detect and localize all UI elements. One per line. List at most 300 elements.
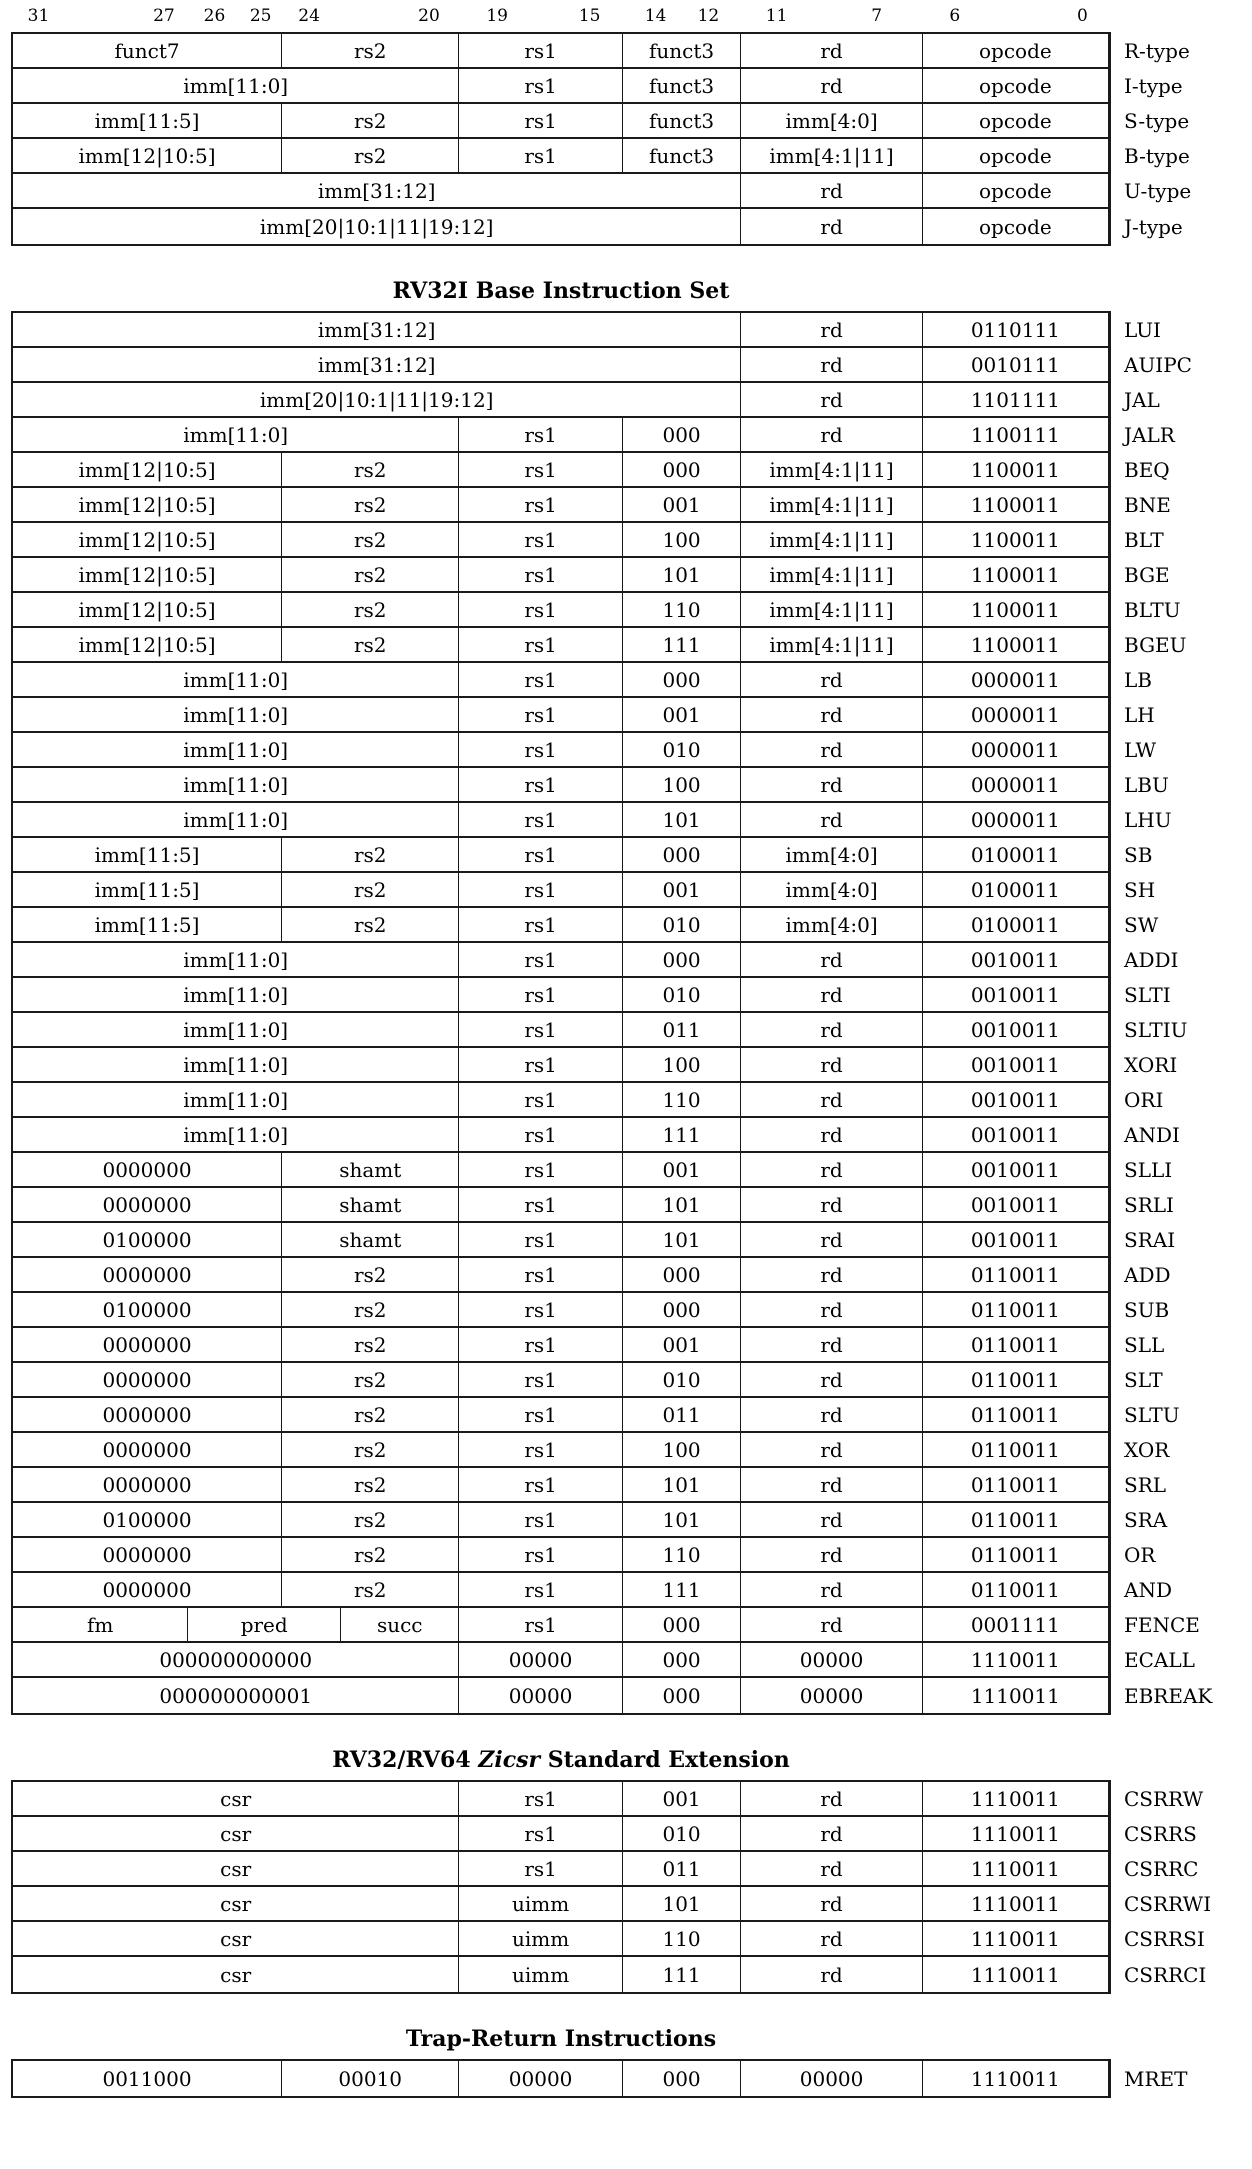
field-rd: rd — [741, 1328, 922, 1361]
field-f3: 000 — [623, 2061, 742, 2096]
field-op: 0010111 — [923, 348, 1109, 381]
field-i12: csr — [13, 1887, 459, 1920]
row-mret — [13, 2061, 1188, 2096]
field-f7: imm[12|10:5] — [13, 453, 282, 486]
field-r1: rs1 — [459, 418, 622, 451]
field-rd: rd — [741, 313, 922, 346]
field-f3: 110 — [623, 593, 742, 626]
field-rd: imm[4:0] — [741, 104, 922, 137]
field-rd: imm[4:1|11] — [741, 488, 922, 521]
field-f3: 000 — [623, 663, 742, 696]
row-jal — [13, 383, 1160, 418]
trap-return-table — [11, 2059, 1188, 2098]
field-i12: imm[11:0] — [13, 768, 459, 801]
field-i20: imm[20|10:1|11|19:12] — [13, 209, 741, 244]
field-f7: 0000000 — [13, 1258, 282, 1291]
field-r2: shamt — [282, 1188, 459, 1221]
field-op: 0010011 — [923, 1083, 1109, 1116]
field-op: opcode — [923, 69, 1109, 102]
bit-index-header — [11, 6, 1111, 30]
field-f7: funct7 — [13, 34, 282, 67]
field-f3: 011 — [623, 1013, 742, 1046]
field-rd: rd — [741, 1817, 922, 1850]
field-f3: 001 — [623, 488, 742, 521]
row-name-label: BGEU — [1124, 632, 1187, 657]
row-name-label: BLT — [1124, 527, 1164, 552]
field-f7: imm[11:5] — [13, 838, 282, 871]
field-r2: rs2 — [282, 908, 459, 941]
field-r1: uimm — [459, 1922, 622, 1955]
field-f7: 0100000 — [13, 1503, 282, 1536]
row-name-label: SLL — [1124, 1332, 1165, 1357]
zicsr-title-suffix: Standard Extension — [540, 1747, 790, 1773]
field-op: 1100011 — [923, 593, 1109, 626]
field-op: 0100011 — [923, 838, 1109, 871]
field-i12: imm[11:0] — [13, 418, 459, 451]
field-r2: shamt — [282, 1153, 459, 1186]
field-r1: rs1 — [459, 593, 622, 626]
row-name-label: CSRRWI — [1124, 1891, 1212, 1916]
field-r1: rs1 — [459, 838, 622, 871]
field-r1: rs1 — [459, 1573, 622, 1606]
field-rd: rd — [741, 348, 922, 381]
field-r1: rs1 — [459, 1118, 622, 1151]
field-i12: 000000000001 — [13, 1678, 459, 1713]
field-i12: csr — [13, 1922, 459, 1955]
row-name-label: LW — [1124, 737, 1157, 762]
row-i-type — [13, 69, 1183, 104]
field-op: 1100011 — [923, 558, 1109, 591]
row-name-label: LB — [1124, 667, 1152, 692]
field-f7: 0011000 — [13, 2061, 282, 2096]
row-addi — [13, 943, 1179, 978]
field-i12: csr — [13, 1957, 459, 1992]
bit-label-19: 19 — [486, 6, 509, 26]
zicsr-section-title — [11, 1747, 1111, 1774]
field-f7: imm[12|10:5] — [13, 139, 282, 172]
row-name-label: CSRRSI — [1124, 1926, 1205, 1951]
row-name-label: SLLI — [1124, 1157, 1173, 1182]
field-rd: imm[4:1|11] — [741, 558, 922, 591]
bit-label-24: 24 — [298, 6, 320, 26]
field-rd: rd — [741, 1153, 922, 1186]
field-r1: rs1 — [459, 1153, 622, 1186]
row-xori — [13, 1048, 1178, 1083]
row-name-label: SRA — [1124, 1507, 1168, 1532]
field-rd: rd — [741, 1293, 922, 1326]
field-r1: rs1 — [459, 558, 622, 591]
row-sra — [13, 1503, 1168, 1538]
field-op: 1110011 — [923, 1887, 1109, 1920]
row-name-label: S-type — [1124, 108, 1190, 133]
row-name-label: LH — [1124, 702, 1155, 727]
field-f3: 000 — [623, 943, 742, 976]
field-f7: imm[11:5] — [13, 873, 282, 906]
field-succ: succ — [341, 1608, 459, 1641]
field-op: 1101111 — [923, 383, 1109, 416]
row-bne — [13, 488, 1171, 523]
field-r2: rs2 — [282, 558, 459, 591]
rv32i-table — [11, 311, 1213, 1715]
field-r2: rs2 — [282, 1328, 459, 1361]
field-rd: rd — [741, 1433, 922, 1466]
row-name-label: CSRRC — [1124, 1856, 1199, 1881]
field-r1: rs1 — [459, 978, 622, 1011]
field-op: 0010011 — [923, 1048, 1109, 1081]
field-f7: imm[12|10:5] — [13, 558, 282, 591]
field-r1: rs1 — [459, 628, 622, 661]
field-r2: rs2 — [282, 838, 459, 871]
field-op: 0110011 — [923, 1258, 1109, 1291]
row-andi — [13, 1118, 1180, 1153]
field-rd: rd — [741, 663, 922, 696]
field-f7: 0000000 — [13, 1433, 282, 1466]
field-i12: 000000000000 — [13, 1643, 459, 1676]
field-r1: rs1 — [459, 1328, 622, 1361]
field-f3: 101 — [623, 1503, 742, 1536]
row-ebreak — [13, 1678, 1213, 1713]
row-lw — [13, 733, 1157, 768]
field-op: 0010011 — [923, 1188, 1109, 1221]
row-name-label: LBU — [1124, 772, 1169, 797]
row-csrrsi — [13, 1922, 1205, 1957]
field-r2: rs2 — [282, 1573, 459, 1606]
field-r1: rs1 — [459, 1083, 622, 1116]
field-i12: imm[11:0] — [13, 943, 459, 976]
field-r1: rs1 — [459, 1013, 622, 1046]
field-f3: 000 — [623, 1643, 742, 1676]
row-name-label: ANDI — [1124, 1122, 1180, 1147]
field-r2: rs2 — [282, 453, 459, 486]
field-r1: rs1 — [459, 1608, 622, 1641]
row-lh — [13, 698, 1155, 733]
field-f3: 101 — [623, 1887, 742, 1920]
row-fence — [13, 1608, 1200, 1643]
field-f3: 111 — [623, 628, 742, 661]
field-op: 1110011 — [923, 1852, 1109, 1885]
field-op: 1100011 — [923, 628, 1109, 661]
row-u-type — [13, 174, 1192, 209]
field-rd: rd — [741, 768, 922, 801]
field-op: 1110011 — [923, 1817, 1109, 1850]
field-r1: rs1 — [459, 34, 622, 67]
trap-return-section-title: Trap-Return Instructions — [405, 2026, 717, 2052]
row-name-label: R-type — [1124, 38, 1190, 63]
field-op: 0110011 — [923, 1573, 1109, 1606]
field-op: 0000011 — [923, 803, 1109, 836]
field-rd: rd — [741, 1258, 922, 1291]
bit-label-31: 31 — [27, 6, 50, 26]
field-op: 1110011 — [923, 1678, 1109, 1713]
row-sltiu — [13, 1013, 1188, 1048]
field-rd: 00000 — [741, 1643, 922, 1676]
field-op: 0100011 — [923, 908, 1109, 941]
field-op: opcode — [923, 139, 1109, 172]
field-op: 0010011 — [923, 1013, 1109, 1046]
field-op: 1110011 — [923, 1957, 1109, 1992]
field-op: 0110011 — [923, 1398, 1109, 1431]
field-rd: imm[4:0] — [741, 908, 922, 941]
field-f7: 0000000 — [13, 1468, 282, 1501]
row-ecall — [13, 1643, 1195, 1678]
field-rd: rd — [741, 1887, 922, 1920]
bit-label-7: 7 — [871, 6, 883, 26]
row-name-label: J-type — [1124, 214, 1183, 239]
field-f3: 111 — [623, 1957, 742, 1992]
field-f7: imm[12|10:5] — [13, 488, 282, 521]
row-add — [13, 1258, 1171, 1293]
field-f3: 000 — [623, 838, 742, 871]
row-j-type — [13, 209, 1183, 244]
field-rd: rd — [741, 803, 922, 836]
row-b-type — [13, 139, 1190, 174]
field-f3: 000 — [623, 1258, 742, 1291]
row-name-label: FENCE — [1124, 1612, 1200, 1637]
field-op: 1100011 — [923, 488, 1109, 521]
field-i12: imm[11:0] — [13, 1013, 459, 1046]
field-rd: imm[4:0] — [741, 838, 922, 871]
field-r1: uimm — [459, 1957, 622, 1992]
row-csrrwi — [13, 1887, 1212, 1922]
field-rd: rd — [741, 1013, 922, 1046]
field-r1: rs1 — [459, 139, 622, 172]
field-r1: rs1 — [459, 873, 622, 906]
field-f7: imm[12|10:5] — [13, 628, 282, 661]
field-i12: csr — [13, 1782, 459, 1815]
row-srli — [13, 1188, 1174, 1223]
bit-label-0: 0 — [1076, 6, 1088, 26]
field-f3: 010 — [623, 1363, 742, 1396]
field-r1: rs1 — [459, 1398, 622, 1431]
row-name-label: SB — [1124, 842, 1153, 867]
field-f7: 0000000 — [13, 1538, 282, 1571]
row-ori — [13, 1083, 1164, 1118]
row-name-label: XOR — [1124, 1437, 1170, 1462]
field-op: 1110011 — [923, 1643, 1109, 1676]
field-r2: rs2 — [282, 628, 459, 661]
field-op: 0010011 — [923, 1118, 1109, 1151]
field-r2: rs2 — [282, 593, 459, 626]
row-name-label: OR — [1124, 1542, 1156, 1567]
row-name-label: SRAI — [1124, 1227, 1176, 1252]
field-r1: rs1 — [459, 1817, 622, 1850]
field-r2: rs2 — [282, 1538, 459, 1571]
field-f7: imm[12|10:5] — [13, 523, 282, 556]
field-op: 0010011 — [923, 1153, 1109, 1186]
field-i20: imm[31:12] — [13, 348, 741, 381]
field-f3: funct3 — [623, 104, 742, 137]
field-f3: 001 — [623, 1328, 742, 1361]
row-srai — [13, 1223, 1176, 1258]
row-name-label: SRLI — [1124, 1192, 1174, 1217]
field-r2: 00010 — [282, 2061, 459, 2096]
field-i12: csr — [13, 1852, 459, 1885]
field-f7: 0000000 — [13, 1573, 282, 1606]
row-csrrc — [13, 1852, 1199, 1887]
field-op: 0000011 — [923, 698, 1109, 731]
field-rd: imm[4:1|11] — [741, 523, 922, 556]
field-f3: 010 — [623, 908, 742, 941]
field-f3: 000 — [623, 1608, 742, 1641]
field-f3: 110 — [623, 1083, 742, 1116]
field-op: 0010011 — [923, 943, 1109, 976]
field-i20: imm[31:12] — [13, 313, 741, 346]
field-f3: 100 — [623, 768, 742, 801]
field-i20: imm[20|10:1|11|19:12] — [13, 383, 741, 416]
field-r1: uimm — [459, 1887, 622, 1920]
field-f3: 100 — [623, 523, 742, 556]
row-name-label: ADD — [1124, 1262, 1171, 1287]
field-rd: imm[4:1|11] — [741, 139, 922, 172]
field-r1: rs1 — [459, 1782, 622, 1815]
field-f3: 011 — [623, 1398, 742, 1431]
field-op: 0110011 — [923, 1363, 1109, 1396]
field-r1: rs1 — [459, 943, 622, 976]
field-r2: rs2 — [282, 1363, 459, 1396]
field-rd: rd — [741, 1223, 922, 1256]
field-rd: imm[4:1|11] — [741, 628, 922, 661]
row-name-label: ADDI — [1124, 947, 1179, 972]
field-op: 0010011 — [923, 1223, 1109, 1256]
field-rd: rd — [741, 1538, 922, 1571]
field-op: 0000011 — [923, 733, 1109, 766]
field-i12: imm[11:0] — [13, 733, 459, 766]
bit-label-25: 25 — [249, 6, 272, 26]
field-r1: rs1 — [459, 69, 622, 102]
bit-label-14: 14 — [644, 6, 667, 26]
bit-label-15: 15 — [578, 6, 601, 26]
row-bltu — [13, 593, 1181, 628]
field-f3: 101 — [623, 558, 742, 591]
field-r2: rs2 — [282, 1258, 459, 1291]
field-f7: 0000000 — [13, 1153, 282, 1186]
row-csrrci — [13, 1957, 1207, 1992]
row-and — [13, 1573, 1172, 1608]
row-sb — [13, 838, 1153, 873]
field-i12: imm[11:0] — [13, 69, 459, 102]
row-name-label: I-type — [1124, 73, 1183, 98]
field-r2: rs2 — [282, 1293, 459, 1326]
row-name-label: SLTU — [1124, 1402, 1180, 1427]
field-rd: rd — [741, 1363, 922, 1396]
zicsr-table — [11, 1780, 1212, 1994]
field-rd: imm[4:1|11] — [741, 453, 922, 486]
row-name-label: BLTU — [1124, 597, 1181, 622]
field-f7: imm[12|10:5] — [13, 593, 282, 626]
field-f3: 011 — [623, 1852, 742, 1885]
field-i20: imm[31:12] — [13, 174, 741, 207]
row-name-label: B-type — [1124, 143, 1190, 168]
row-name-label: MRET — [1124, 2066, 1188, 2091]
field-rd: rd — [741, 1503, 922, 1536]
row-name-label: ORI — [1124, 1087, 1164, 1112]
bit-label-27: 27 — [153, 6, 175, 26]
row-sll — [13, 1328, 1165, 1363]
field-r1: rs1 — [459, 698, 622, 731]
field-r1: rs1 — [459, 488, 622, 521]
field-r1: 00000 — [459, 1678, 622, 1713]
row-name-label: SW — [1124, 912, 1159, 937]
field-rd: rd — [741, 978, 922, 1011]
field-r1: rs1 — [459, 1433, 622, 1466]
field-f3: 000 — [623, 1678, 742, 1713]
field-rd: rd — [741, 1852, 922, 1885]
row-name-label: SLT — [1124, 1367, 1163, 1392]
field-f3: 110 — [623, 1538, 742, 1571]
row-name-label: EBREAK — [1124, 1683, 1213, 1708]
field-f3: 101 — [623, 1223, 742, 1256]
field-r2: shamt — [282, 1223, 459, 1256]
field-f3: 111 — [623, 1118, 742, 1151]
field-rd: rd — [741, 1048, 922, 1081]
field-op: 0110011 — [923, 1433, 1109, 1466]
field-f3: 010 — [623, 1817, 742, 1850]
row-blt — [13, 523, 1164, 558]
field-r1: rs1 — [459, 908, 622, 941]
field-r1: rs1 — [459, 663, 622, 696]
row-name-label: CSRRS — [1124, 1821, 1197, 1846]
row-auipc — [13, 348, 1192, 383]
field-f3: 111 — [623, 1573, 742, 1606]
row-name-label: SRL — [1124, 1472, 1167, 1497]
field-rd: rd — [741, 698, 922, 731]
field-op: 0110011 — [923, 1468, 1109, 1501]
row-lb — [13, 663, 1152, 698]
field-r1: rs1 — [459, 1188, 622, 1221]
row-name-label: CSRRW — [1124, 1786, 1204, 1811]
field-f3: 001 — [623, 1153, 742, 1186]
zicsr-title-italic: Zicsr — [478, 1747, 541, 1773]
field-i12: imm[11:0] — [13, 698, 459, 731]
format-table — [11, 32, 1192, 246]
row-name-label: SH — [1124, 877, 1156, 902]
row-r-type — [13, 34, 1190, 69]
field-r1: rs1 — [459, 803, 622, 836]
row-csrrs — [13, 1817, 1197, 1852]
field-r1: rs1 — [459, 1258, 622, 1291]
field-rd: rd — [741, 209, 922, 244]
field-r1: 00000 — [459, 2061, 622, 2096]
row-name-label: SLTI — [1124, 982, 1171, 1007]
field-r1: rs1 — [459, 1293, 622, 1326]
field-rd: rd — [741, 1118, 922, 1151]
row-csrrw — [13, 1782, 1204, 1817]
field-rd: rd — [741, 418, 922, 451]
field-op: 0100011 — [923, 873, 1109, 906]
field-f3: 110 — [623, 1922, 742, 1955]
field-op: 0110011 — [923, 1328, 1109, 1361]
row-or — [13, 1538, 1156, 1573]
field-op: 0010011 — [923, 978, 1109, 1011]
row-name-label: LHU — [1124, 807, 1172, 832]
row-name-label: AND — [1124, 1577, 1172, 1602]
row-name-label: BNE — [1124, 492, 1171, 517]
field-r2: rs2 — [282, 873, 459, 906]
row-bge — [13, 558, 1170, 593]
field-op: 0000011 — [923, 768, 1109, 801]
field-f3: 100 — [623, 1433, 742, 1466]
row-name-label: ECALL — [1124, 1647, 1195, 1672]
field-op: 0000011 — [923, 663, 1109, 696]
field-f7: 0100000 — [13, 1223, 282, 1256]
bit-label-20: 20 — [418, 6, 440, 26]
field-op: opcode — [923, 174, 1109, 207]
row-jalr — [13, 418, 1175, 453]
field-f7: imm[11:5] — [13, 104, 282, 137]
field-rd: rd — [741, 1188, 922, 1221]
bit-label-12: 12 — [697, 6, 720, 26]
field-f7: 0000000 — [13, 1363, 282, 1396]
